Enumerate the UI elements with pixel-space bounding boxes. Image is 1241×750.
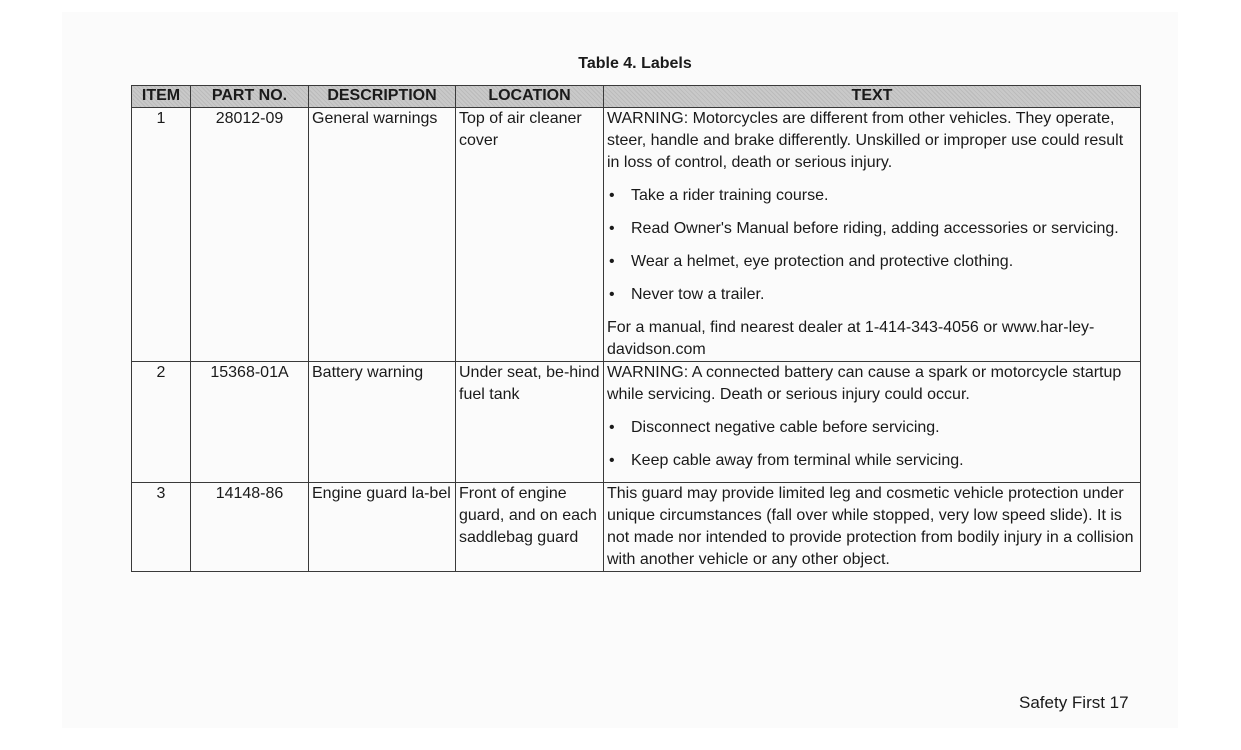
- bullet-list: [607, 417, 1137, 472]
- item-cell: 3: [132, 483, 191, 572]
- header-item: ITEM: [132, 86, 191, 108]
- part-no-cell: 15368-01A: [191, 362, 309, 483]
- location-cell: Front of engine guard, and on each saddlebag guard: [456, 483, 604, 572]
- table-row: [132, 108, 1141, 362]
- header-part-no: PART NO.: [191, 86, 309, 108]
- dealer-info-text: For a manual, find nearest dealer at 1-414-343-4056 or www.har-ley-davidson.com: [607, 319, 1095, 358]
- location-cell: Top of air cleaner cover: [456, 108, 604, 362]
- bullet-item: • Read Owner's Manual before riding, adding accessories or servicing.: [607, 218, 1137, 240]
- page-footer: Safety First 17: [1019, 693, 1129, 712]
- description-cell: General warnings: [309, 108, 456, 362]
- bullet-item: • Wear a helmet, eye protection and protective clothing.: [607, 251, 1137, 273]
- description-cell: Engine guard la-bel: [309, 483, 456, 572]
- labels-table: [131, 85, 1141, 572]
- part-no-cell: 28012-09: [191, 108, 309, 362]
- bullet-item: • Keep cable away from terminal while servicing.: [607, 450, 1137, 472]
- bullet-list: [607, 185, 1137, 306]
- warning-text: WARNING: A connected battery can cause a spark or motorcycle startup while servicing. Death or serious injury could occur.: [607, 364, 1122, 403]
- description-cell: Battery warning: [309, 362, 456, 483]
- location-cell: Under seat, be-hind fuel tank: [456, 362, 604, 483]
- table-row: [132, 483, 1141, 572]
- bullet-item: • Disconnect negative cable before servicing.: [607, 417, 1137, 439]
- header-text: TEXT: [604, 86, 1141, 108]
- table-title: Table 4. Labels: [578, 55, 692, 72]
- part-no-cell: 14148-86: [191, 483, 309, 572]
- bullet-item: • Never tow a trailer.: [607, 284, 1137, 306]
- item-cell: 2: [132, 362, 191, 483]
- header-description: DESCRIPTION: [309, 86, 456, 108]
- label-text-cell: [604, 483, 1141, 572]
- table-header-row: [132, 86, 1141, 108]
- label-text-cell: [604, 108, 1141, 362]
- label-text-cell: [604, 362, 1141, 483]
- bullet-item: • Take a rider training course.: [607, 185, 1137, 207]
- header-location: LOCATION: [456, 86, 604, 108]
- warning-text: WARNING: Motorcycles are different from other vehicles. They operate, steer, handle and brake differently. Unskilled or improper use could result in loss of control, death or serious injury.: [607, 110, 1124, 171]
- table-row: [132, 362, 1141, 483]
- guard-text: This guard may provide limited leg and cosmetic vehicle protection under unique circumstances (fall over while stopped, very low speed slide). It is not made nor intended to provide protection from bodily injury in a collision with another vehicle or any other object.: [607, 485, 1134, 568]
- item-cell: 1: [132, 108, 191, 362]
